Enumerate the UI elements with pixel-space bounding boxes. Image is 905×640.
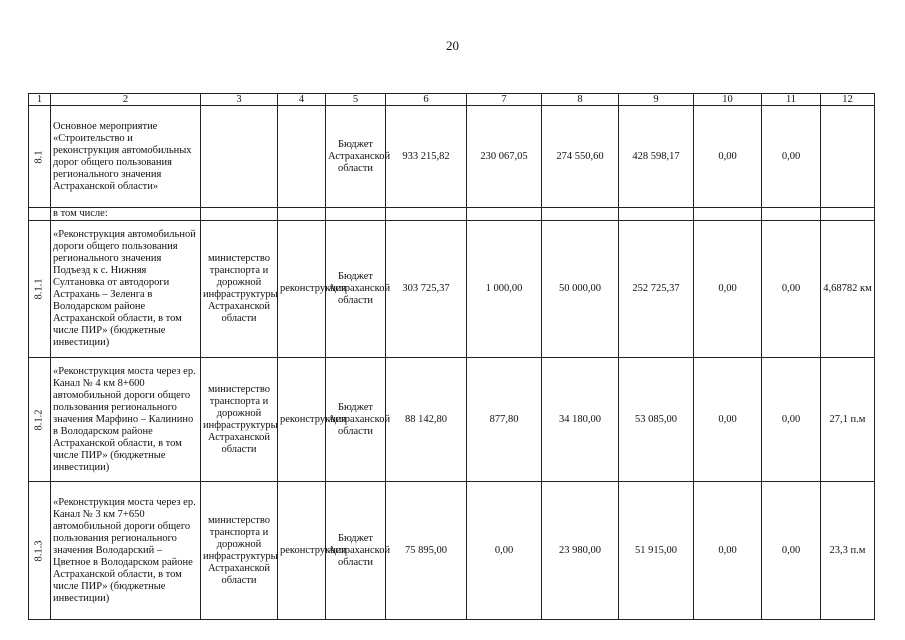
value-col7: 230 067,05 <box>467 106 542 208</box>
page-number: 20 <box>446 38 459 53</box>
blank-cell <box>326 208 386 221</box>
work-type <box>278 106 326 208</box>
blank-cell <box>467 208 542 221</box>
value-col6: 933 215,82 <box>386 106 467 208</box>
funding-source: Бюджет Астраханской области <box>326 221 386 358</box>
value-col8: 274 550,60 <box>542 106 619 208</box>
funding-source: Бюджет Астраханской области <box>326 482 386 620</box>
header-cell-2: 2 <box>51 94 201 106</box>
value-col10: 0,00 <box>694 106 762 208</box>
row-id-cell <box>29 106 51 208</box>
row-id-cell <box>29 221 51 358</box>
value-col9: 252 725,37 <box>619 221 694 358</box>
funding-source: Бюджет Астраханской области <box>326 358 386 482</box>
value-col10: 0,00 <box>694 482 762 620</box>
header-cell-9: 9 <box>619 94 694 106</box>
measure-name: Основное мероприятие «Строительство и реконструкция автомобильных дорог общего пользования регионального значения Астраханской области» <box>51 106 201 208</box>
value-col7: 877,80 <box>467 358 542 482</box>
work-type: реконструкция <box>278 482 326 620</box>
row-id: 8.1.2 <box>33 409 45 430</box>
measure-name: «Реконструкция автомобильной дороги общего пользования регионального значения Подъезд к с. Нижняя Султановка от автодороги Астрахань – Зеленга в Володарском районе Астраханской области, в том числе ПИР» (бюджетные инвестиции) <box>51 221 201 358</box>
value-col12: 27,1 п.м <box>821 358 875 482</box>
table-row <box>29 221 875 358</box>
executor: министерство транспорта и дорожной инфраструктуры Астраханской области <box>201 358 278 482</box>
value-col7: 0,00 <box>467 482 542 620</box>
value-col11: 0,00 <box>762 482 821 620</box>
table-row <box>29 358 875 482</box>
value-col10: 0,00 <box>694 221 762 358</box>
value-col9: 428 598,17 <box>619 106 694 208</box>
blank-cell <box>821 208 875 221</box>
value-col9: 53 085,00 <box>619 358 694 482</box>
row-id: 8.1.1 <box>33 278 45 300</box>
value-col9: 51 915,00 <box>619 482 694 620</box>
value-col8: 50 000,00 <box>542 221 619 358</box>
value-col11: 0,00 <box>762 358 821 482</box>
value-col11: 0,00 <box>762 106 821 208</box>
value-col6: 303 725,37 <box>386 221 467 358</box>
value-col6: 75 895,00 <box>386 482 467 620</box>
table-row <box>29 482 875 620</box>
header-cell-1: 1 <box>29 94 51 106</box>
table-row <box>29 106 875 208</box>
value-col10: 0,00 <box>694 358 762 482</box>
value-col11: 0,00 <box>762 221 821 358</box>
executor <box>201 106 278 208</box>
header-cell-8: 8 <box>542 94 619 106</box>
value-col8: 34 180,00 <box>542 358 619 482</box>
executor: министерство транспорта и дорожной инфраструктуры Астраханской области <box>201 482 278 620</box>
blank-cell <box>762 208 821 221</box>
blank-cell <box>201 208 278 221</box>
header-cell-4: 4 <box>278 94 326 106</box>
blank-cell <box>619 208 694 221</box>
subheader-text: в том числе: <box>51 208 201 221</box>
measure-name: «Реконструкция моста через ер. Канал № 4 км 8+600 автомобильной дороги общего пользования регионального значения Марфино – Калинино в Володарском районе Астраханской области, в том числе ПИР» (бюджетные инвестиции) <box>51 358 201 482</box>
header-row <box>29 94 875 106</box>
row-id-cell <box>29 358 51 482</box>
work-type: реконструкция <box>278 358 326 482</box>
header-cell-10: 10 <box>694 94 762 106</box>
work-type: реконструкция <box>278 221 326 358</box>
header-cell-7: 7 <box>467 94 542 106</box>
value-col12: 23,3 п.м <box>821 482 875 620</box>
value-col6: 88 142,80 <box>386 358 467 482</box>
subheader-blank <box>29 208 51 221</box>
header-cell-11: 11 <box>762 94 821 106</box>
funding-source: Бюджет Астраханской области <box>326 106 386 208</box>
header-cell-6: 6 <box>386 94 467 106</box>
header-cell-5: 5 <box>326 94 386 106</box>
blank-cell <box>694 208 762 221</box>
blank-cell <box>386 208 467 221</box>
row-id: 8.1.3 <box>33 540 45 561</box>
header-cell-3: 3 <box>201 94 278 106</box>
measure-name: «Реконструкция моста через ер. Канал № 3 км 7+650 автомобильной дороги общего пользования регионального значения Володарский – Цветное в Володарском районе Астраханской области, в том числе ПИР» (бюджетные инвестиции) <box>51 482 201 620</box>
row-id: 8.1 <box>33 149 45 164</box>
blank-cell <box>542 208 619 221</box>
value-col12: 4,68782 км <box>821 221 875 358</box>
row-id-cell <box>29 482 51 620</box>
value-col12 <box>821 106 875 208</box>
value-col8: 23 980,00 <box>542 482 619 620</box>
program-table <box>28 93 875 620</box>
blank-cell <box>278 208 326 221</box>
executor: министерство транспорта и дорожной инфраструктуры Астраханской области <box>201 221 278 358</box>
header-cell-12: 12 <box>821 94 875 106</box>
subheader-row <box>29 208 875 221</box>
value-col7: 1 000,00 <box>467 221 542 358</box>
